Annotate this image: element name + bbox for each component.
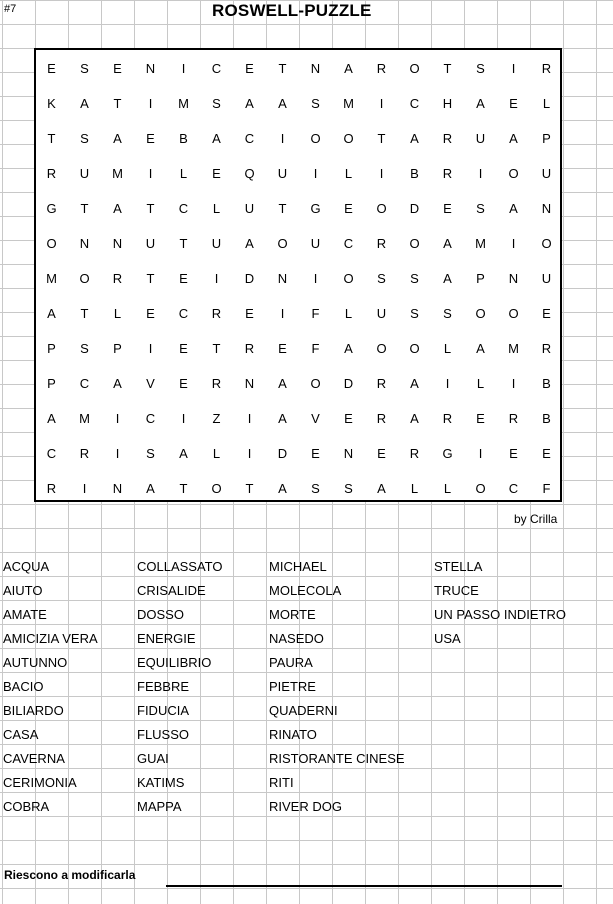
grid-letter[interactable]: M — [46, 271, 57, 286]
grid-letter[interactable]: N — [541, 201, 552, 216]
grid-letter[interactable]: I — [148, 166, 153, 181]
grid-letter[interactable]: V — [146, 376, 155, 391]
grid-letter[interactable]: D — [409, 201, 420, 216]
grid-letter[interactable]: R — [541, 341, 552, 356]
word-list-item: FLUSSO — [137, 727, 190, 742]
grid-letter[interactable]: S — [80, 61, 89, 76]
grid-letter[interactable]: A — [113, 201, 122, 216]
grid-letter[interactable]: D — [244, 271, 255, 286]
grid-letter[interactable]: O — [310, 376, 321, 391]
word-list-item: MORTE — [269, 607, 316, 622]
grid-letter[interactable]: A — [344, 341, 353, 356]
grid-letter[interactable]: I — [379, 96, 384, 111]
word-list-item: COLLASSATO — [137, 559, 223, 574]
grid-letter[interactable]: O — [343, 131, 354, 146]
grid-letter[interactable]: G — [310, 201, 321, 216]
grid-letter[interactable]: T — [245, 481, 254, 496]
grid-letter[interactable]: C — [178, 201, 189, 216]
grid-letter[interactable]: K — [47, 96, 56, 111]
grid-letter[interactable]: U — [475, 131, 486, 146]
grid-letter[interactable]: S — [476, 61, 485, 76]
sheet-number: #7 — [4, 3, 17, 15]
word-list-item: ENERGIE — [137, 631, 196, 646]
grid-letter[interactable]: B — [410, 166, 419, 181]
grid-letter[interactable]: A — [509, 131, 518, 146]
grid-letter[interactable]: E — [542, 306, 551, 321]
grid-letter[interactable]: E — [509, 446, 518, 461]
grid-letter[interactable]: M — [178, 96, 189, 111]
word-list-item: KATIMS — [137, 775, 185, 790]
grid-letter[interactable]: U — [541, 271, 552, 286]
grid-letter[interactable]: D — [277, 446, 288, 461]
grid-letter[interactable]: E — [311, 446, 320, 461]
grid-letter[interactable]: I — [511, 236, 516, 251]
grid-letter[interactable]: L — [212, 201, 221, 216]
grid-letter[interactable]: C — [79, 376, 90, 391]
grid-letter[interactable]: O — [409, 341, 420, 356]
grid-letter[interactable]: A — [179, 446, 188, 461]
grid-letter[interactable]: F — [311, 341, 320, 356]
grid-letter[interactable]: O — [409, 61, 420, 76]
word-list-item: MICHAEL — [269, 559, 327, 574]
grid-letter[interactable]: A — [410, 376, 419, 391]
word-list-item: CRISALIDE — [137, 583, 206, 598]
grid-letter[interactable]: O — [310, 131, 321, 146]
grid-letter[interactable]: O — [409, 236, 420, 251]
grid-letter[interactable]: R — [376, 236, 387, 251]
word-list-item: USA — [434, 631, 461, 646]
word-list-item: CASA — [3, 727, 39, 742]
grid-letter[interactable]: T — [47, 131, 56, 146]
grid-letter[interactable]: E — [179, 376, 188, 391]
puzzle-title: ROSWELL-PUZZLE — [212, 1, 372, 20]
grid-letter[interactable]: O — [376, 341, 387, 356]
grid-letter[interactable]: I — [313, 166, 318, 181]
grid-letter[interactable]: C — [244, 131, 255, 146]
grid-letter[interactable]: U — [376, 306, 387, 321]
grid-letter[interactable]: E — [509, 96, 518, 111]
grid-letter[interactable]: S — [212, 96, 221, 111]
word-list-item: AMATE — [3, 607, 47, 622]
grid-letter[interactable]: I — [148, 96, 153, 111]
word-list-item: ACQUA — [3, 559, 50, 574]
grid-letter[interactable]: N — [112, 481, 123, 496]
grid-letter[interactable]: I — [214, 271, 219, 286]
word-list-item: FIDUCIA — [137, 703, 189, 718]
grid-letter[interactable]: P — [542, 131, 551, 146]
grid-letter[interactable]: I — [115, 411, 120, 426]
grid-letter[interactable]: O — [211, 481, 222, 496]
grid-letter[interactable]: S — [410, 306, 419, 321]
grid-letter[interactable]: I — [181, 411, 186, 426]
grid-letter[interactable]: S — [80, 341, 89, 356]
grid-letter[interactable]: E — [179, 341, 188, 356]
grid-letter[interactable]: C — [508, 481, 519, 496]
grid-letter[interactable]: I — [280, 306, 285, 321]
grid-letter[interactable]: N — [79, 236, 90, 251]
grid-letter[interactable]: B — [542, 376, 551, 391]
word-list-item: PAURA — [269, 655, 313, 670]
grid-letter[interactable]: E — [278, 341, 287, 356]
grid-letter[interactable]: P — [113, 341, 122, 356]
word-list-item: AMICIZIA VERA — [3, 631, 98, 646]
grid-letter[interactable]: A — [443, 236, 452, 251]
grid-letter[interactable]: I — [82, 481, 87, 496]
grid-letter[interactable]: A — [278, 411, 287, 426]
grid-letter[interactable]: A — [47, 411, 56, 426]
word-list-item: QUADERNI — [269, 703, 338, 718]
grid-letter[interactable]: A — [80, 96, 89, 111]
grid-letter[interactable]: O — [46, 236, 57, 251]
grid-letter[interactable]: S — [80, 131, 89, 146]
word-list-item: GUAI — [137, 751, 169, 766]
grid-letter[interactable]: R — [244, 341, 255, 356]
grid-letter[interactable]: B — [179, 131, 188, 146]
grid-letter[interactable]: N — [145, 61, 156, 76]
word-list-item: EQUILIBRIO — [137, 655, 212, 670]
grid-letter[interactable]: E — [146, 131, 155, 146]
grid-letter[interactable]: E — [377, 446, 386, 461]
grid-letter[interactable]: O — [541, 236, 552, 251]
grid-letter[interactable]: N — [244, 376, 255, 391]
word-list-item: BILIARDO — [3, 703, 64, 718]
grid-letter[interactable]: T — [146, 201, 155, 216]
grid-letter[interactable]: R — [376, 376, 387, 391]
grid-letter[interactable]: F — [542, 481, 551, 496]
grid-letter[interactable]: A — [476, 96, 485, 111]
grid-letter[interactable]: T — [113, 96, 122, 111]
grid-letter[interactable]: I — [478, 446, 483, 461]
word-list-item: DOSSO — [137, 607, 184, 622]
grid-letter[interactable]: S — [476, 201, 485, 216]
grid-letter[interactable]: L — [344, 306, 353, 321]
grid-letter[interactable]: T — [278, 201, 287, 216]
grid-letter[interactable]: E — [179, 271, 188, 286]
grid-letter[interactable]: R — [442, 411, 453, 426]
answer-line[interactable] — [166, 885, 562, 887]
grid-letter[interactable]: I — [280, 131, 285, 146]
word-list-item: PIETRE — [269, 679, 316, 694]
grid-letter[interactable]: E — [47, 61, 56, 76]
grid-letter[interactable]: L — [179, 166, 188, 181]
author-credit: by Crilla — [514, 512, 558, 526]
word-list-item: CAVERNA — [3, 751, 65, 766]
word-list-item: AIUTO — [3, 583, 43, 598]
grid-letter[interactable]: A — [278, 481, 287, 496]
grid-letter[interactable]: A — [47, 306, 56, 321]
grid-letter[interactable]: O — [475, 481, 486, 496]
grid-letter[interactable]: U — [145, 236, 156, 251]
grid-letter[interactable]: C — [46, 446, 57, 461]
grid-letter[interactable]: R — [211, 306, 222, 321]
grid-letter[interactable]: I — [313, 271, 318, 286]
grid-letter[interactable]: O — [277, 236, 288, 251]
letter-grid — [34, 48, 562, 502]
grid-letter[interactable]: C — [409, 96, 420, 111]
grid-letter[interactable]: R — [46, 481, 57, 496]
grid-letter[interactable]: S — [146, 446, 155, 461]
grid-letter[interactable]: L — [344, 166, 353, 181]
grid-letter[interactable]: P — [47, 341, 56, 356]
grid-letter[interactable]: S — [311, 481, 320, 496]
grid-letter[interactable]: N — [277, 271, 288, 286]
grid-letter[interactable]: M — [475, 236, 486, 251]
grid-letter[interactable]: O — [79, 271, 90, 286]
grid-letter[interactable]: L — [410, 481, 419, 496]
word-list-item: RITI — [269, 775, 294, 790]
grid-letter[interactable]: I — [511, 376, 516, 391]
grid-letter[interactable]: B — [542, 411, 551, 426]
grid-letter[interactable]: E — [542, 446, 551, 461]
grid-letter[interactable]: E — [245, 61, 254, 76]
grid-letter[interactable]: Z — [212, 411, 221, 426]
grid-letter[interactable]: S — [311, 96, 320, 111]
grid-letter[interactable]: I — [115, 446, 120, 461]
grid-letter[interactable]: S — [443, 306, 452, 321]
word-list-item: RINATO — [269, 727, 317, 742]
word-list-item: BACIO — [3, 679, 44, 694]
grid-letter[interactable]: C — [178, 306, 189, 321]
grid-letter[interactable]: I — [478, 166, 483, 181]
grid-letter[interactable]: R — [211, 376, 222, 391]
grid-letter[interactable]: L — [113, 306, 122, 321]
grid-letter[interactable]: E — [476, 411, 485, 426]
grid-letter[interactable]: R — [541, 61, 552, 76]
grid-letter[interactable]: S — [377, 271, 386, 286]
grid-letter[interactable]: A — [146, 481, 155, 496]
grid-letter[interactable]: O — [508, 306, 519, 321]
word-list-item: FEBBRE — [137, 679, 190, 694]
grid-letter[interactable]: A — [443, 271, 452, 286]
grid-letter[interactable]: I — [247, 411, 252, 426]
grid-letter[interactable]: A — [245, 236, 254, 251]
grid-letter[interactable]: A — [410, 131, 419, 146]
grid-letter[interactable]: I — [511, 61, 516, 76]
grid-letter[interactable]: R — [409, 446, 420, 461]
grid-letter[interactable]: M — [112, 166, 123, 181]
grid-letter[interactable]: P — [476, 271, 485, 286]
grid-letter[interactable]: O — [508, 166, 519, 181]
grid-letter[interactable]: R — [442, 131, 453, 146]
grid-letter[interactable]: T — [146, 271, 155, 286]
grid-letter[interactable]: U — [310, 236, 321, 251]
word-list-item: CERIMONIA — [3, 775, 77, 790]
grid-letter[interactable]: L — [476, 376, 485, 391]
grid-letter[interactable]: R — [46, 166, 57, 181]
grid-letter[interactable]: U — [541, 166, 552, 181]
grid-letter[interactable]: C — [343, 236, 354, 251]
grid-letter[interactable]: A — [344, 61, 353, 76]
grid-letter[interactable]: A — [113, 376, 122, 391]
grid-letter[interactable]: G — [46, 201, 57, 216]
word-list-item: RISTORANTE CINESE — [269, 751, 405, 766]
grid-letter[interactable]: H — [442, 96, 453, 111]
grid-letter[interactable]: G — [442, 446, 453, 461]
grid-letter[interactable]: R — [376, 411, 387, 426]
grid-letter[interactable]: N — [310, 61, 321, 76]
grid-letter[interactable]: I — [445, 376, 450, 391]
grid-letter[interactable]: I — [181, 61, 186, 76]
grid-letter[interactable]: T — [377, 131, 386, 146]
grid-letter[interactable]: R — [112, 271, 123, 286]
grid-letter[interactable]: O — [475, 306, 486, 321]
word-list-item: RIVER DOG — [269, 799, 342, 814]
grid-letter[interactable]: E — [113, 61, 122, 76]
grid-letter[interactable]: F — [311, 306, 320, 321]
grid-letter[interactable]: I — [148, 341, 153, 356]
grid-letter[interactable]: U — [277, 166, 288, 181]
grid-letter[interactable]: A — [509, 201, 518, 216]
grid-letter[interactable]: M — [343, 96, 354, 111]
grid-letter[interactable]: E — [245, 306, 254, 321]
grid-letter[interactable]: R — [376, 61, 387, 76]
grid-letter[interactable]: M — [79, 411, 90, 426]
grid-letter[interactable]: V — [311, 411, 320, 426]
grid-letter[interactable]: A — [377, 481, 386, 496]
grid-letter[interactable]: E — [146, 306, 155, 321]
grid-letter[interactable]: T — [443, 61, 452, 76]
grid-letter[interactable]: L — [212, 446, 221, 461]
grid-letter[interactable]: A — [212, 131, 221, 146]
grid-letter[interactable]: D — [343, 376, 354, 391]
grid-letter[interactable]: N — [112, 236, 123, 251]
grid-letter[interactable]: C — [211, 61, 222, 76]
grid-letter[interactable]: L — [443, 481, 452, 496]
word-list-item: NASEDO — [269, 631, 324, 646]
word-list-item: MAPPA — [137, 799, 182, 814]
grid-letter[interactable]: O — [343, 271, 354, 286]
word-list-item: MOLECOLA — [269, 583, 342, 598]
grid-letter[interactable]: A — [410, 411, 419, 426]
grid-letter[interactable]: R — [508, 411, 519, 426]
grid-letter[interactable]: N — [343, 446, 354, 461]
word-list-item: COBRA — [3, 799, 50, 814]
grid-letter[interactable]: E — [212, 166, 221, 181]
grid-letter[interactable]: A — [476, 341, 485, 356]
grid-letter[interactable]: R — [79, 446, 90, 461]
grid-letter[interactable]: U — [244, 201, 255, 216]
grid-letter[interactable]: T — [278, 61, 287, 76]
grid-letter[interactable]: E — [443, 201, 452, 216]
grid-letter[interactable]: L — [443, 341, 452, 356]
grid-letter[interactable]: U — [211, 236, 222, 251]
grid-letter[interactable]: P — [47, 376, 56, 391]
grid-letter[interactable]: M — [508, 341, 519, 356]
grid-letter[interactable]: T — [80, 201, 89, 216]
grid-letter[interactable]: C — [145, 411, 156, 426]
grid-letter[interactable]: I — [247, 446, 252, 461]
word-list-item: STELLA — [434, 559, 483, 574]
grid-letter[interactable]: R — [442, 166, 453, 181]
grid-letter[interactable]: T — [179, 481, 188, 496]
grid-letter[interactable]: Q — [244, 166, 255, 181]
grid-letter[interactable]: T — [212, 341, 221, 356]
grid-letter[interactable]: S — [344, 481, 353, 496]
word-list-item: UN PASSO INDIETRO — [434, 607, 566, 622]
grid-letter[interactable]: N — [508, 271, 519, 286]
grid-letter[interactable]: A — [245, 96, 254, 111]
grid-letter[interactable]: S — [410, 271, 419, 286]
word-list-item: TRUCE — [434, 583, 479, 598]
grid-letter[interactable]: T — [179, 236, 188, 251]
grid-letter[interactable]: U — [79, 166, 90, 181]
grid-letter[interactable]: O — [376, 201, 387, 216]
grid-letter[interactable]: L — [542, 96, 551, 111]
word-list-item: AUTUNNO — [3, 655, 68, 670]
grid-letter[interactable]: T — [80, 306, 89, 321]
grid-letter[interactable]: E — [344, 201, 353, 216]
grid-letter[interactable]: I — [379, 166, 384, 181]
grid-letter[interactable]: A — [278, 376, 287, 391]
grid-letter[interactable]: A — [113, 131, 122, 146]
grid-letter[interactable]: E — [344, 411, 353, 426]
answer-label: Riescono a modificarla — [4, 868, 136, 882]
grid-letter[interactable]: A — [278, 96, 287, 111]
